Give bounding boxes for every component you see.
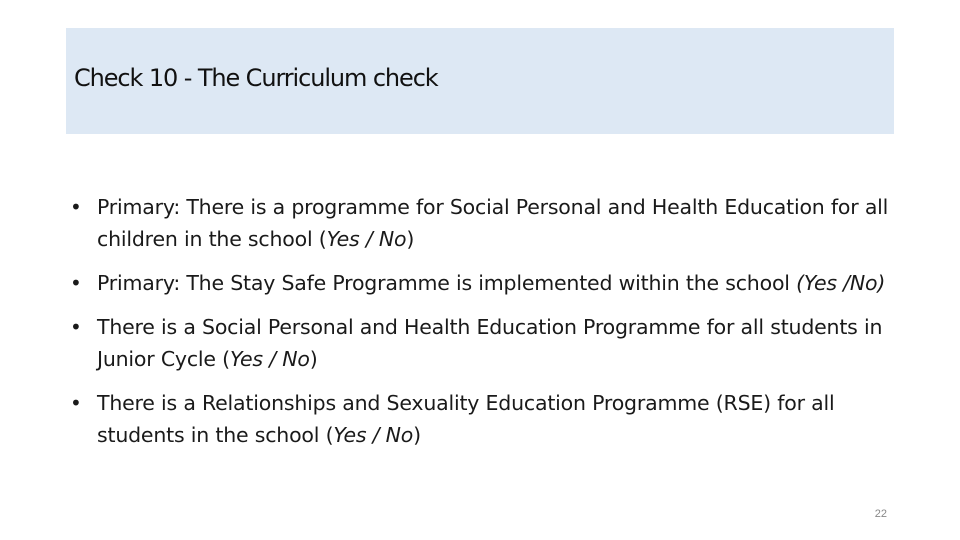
slide-title: Check 10 - The Curriculum check (74, 64, 438, 92)
bullet-option: Yes / No (333, 423, 414, 447)
bullet-text: Primary: The Stay Safe Programme is implemented within the school (97, 271, 797, 295)
bullet-close: ) (413, 423, 421, 447)
bullet-item (70, 191, 900, 255)
bullet-text: There is a Social Personal and Health Education Programme for all students in Junior Cycle ( (97, 315, 883, 371)
bullet-dot-icon: • (70, 271, 82, 295)
page-number: 22 (874, 508, 887, 520)
bullet-text: There is a Relationships and Sexuality Education Programme (RSE) for all students in the school ( (97, 391, 835, 447)
bullet-option: (Yes /No) (796, 271, 886, 295)
bullet-dot-icon: • (70, 195, 82, 219)
bullet-item (70, 311, 900, 375)
bullet-item (70, 387, 900, 451)
bullet-option: Yes / No (326, 227, 407, 251)
title-banner (66, 28, 894, 134)
bullet-option: Yes / No (229, 347, 310, 371)
bullet-close: ) (406, 227, 415, 251)
bullet-dot-icon: • (70, 315, 82, 339)
bullet-dot-icon: • (70, 391, 82, 415)
bullet-close: ) (309, 347, 318, 371)
bullet-item (70, 267, 900, 299)
bullet-list (70, 191, 900, 463)
bullet-text: Primary: There is a programme for Social Personal and Health Education for all children in the school ( (97, 195, 889, 251)
